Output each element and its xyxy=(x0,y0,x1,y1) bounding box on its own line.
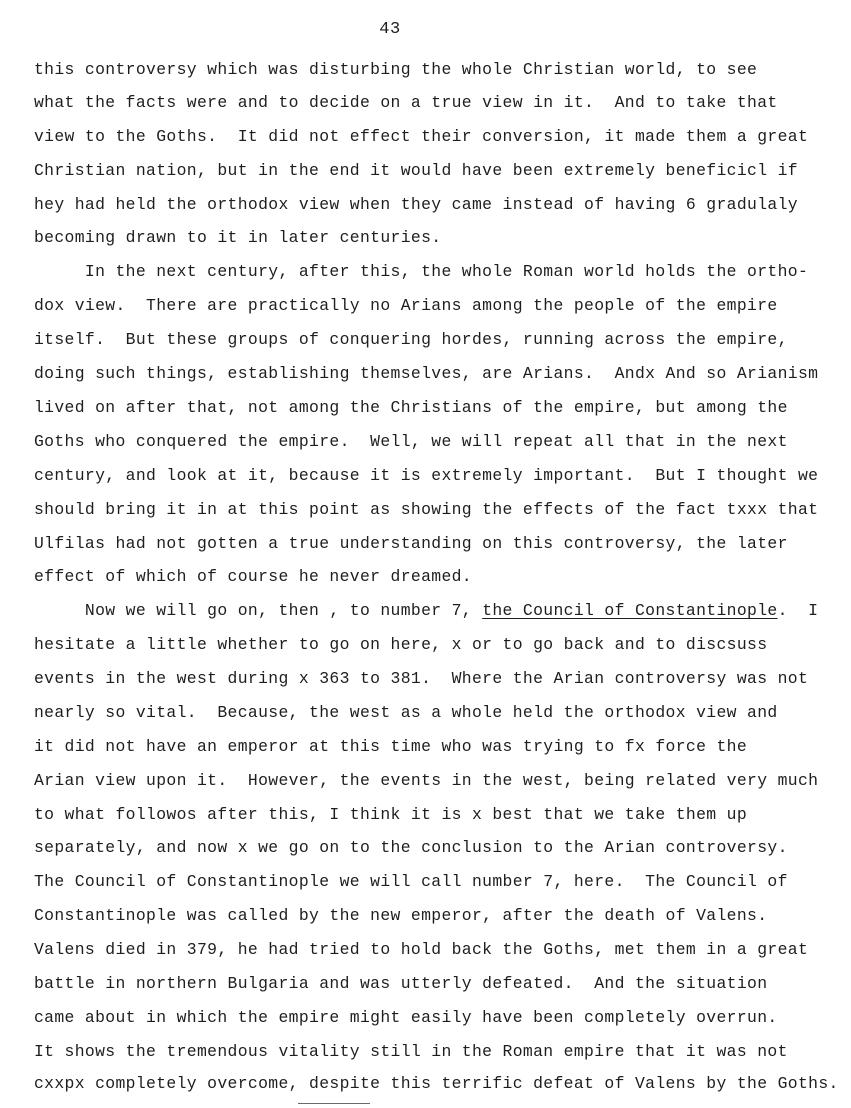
text-line: events in the west during x 363 to 381. Where the Arian controversy was not xyxy=(34,669,809,688)
text-line: it did not have an emperor at this time who was trying to fx force the xyxy=(34,737,748,756)
text-line: what the facts were and to decide on a true view in it. And to take that xyxy=(34,93,778,112)
text-line: Christian nation, but in the end it would have been extremely beneficicl if xyxy=(34,161,798,180)
page-edge-mark xyxy=(298,1103,370,1104)
text-line: The Council of Constantinople we will call number 7, here. The Council of xyxy=(34,872,788,891)
text-line: nearly so vital. Because, the west as a whole held the orthodox view and xyxy=(34,703,778,722)
text-line: becoming drawn to it in later centuries. xyxy=(34,228,442,247)
text-line: separately, and now x we go on to the conclusion to the Arian controversy. xyxy=(34,838,788,857)
text-line: itself. But these groups of conquering hordes, running across the empire, xyxy=(34,330,788,349)
text-line: this controversy which was disturbing the whole Christian world, to see xyxy=(34,60,758,79)
text-line: In the next century, after this, the whole Roman world holds the ortho- xyxy=(34,262,809,281)
text-line: view to the Goths. It did not effect their conversion, it made them a great xyxy=(34,127,809,146)
text-line: Goths who conquered the empire. Well, we will repeat all that in the next xyxy=(34,432,788,451)
underlined-phrase: the Council of Constantinople xyxy=(482,601,778,620)
text-line: Ulfilas had not gotten a true understanding on this controversy, the later xyxy=(34,534,788,553)
text-line: to what followos after this, I think it is x best that we take them up xyxy=(34,805,748,824)
text-line: effect of which of course he never dreamed. xyxy=(34,567,472,586)
text-line: came about in which the empire might easily have been completely overrun. xyxy=(34,1008,778,1027)
text-line: cxxpx completely overcome, despite this terrific defeat of Valens by the Goths. xyxy=(34,1074,839,1093)
text-line: It shows the tremendous vitality still in the Roman empire that it was not xyxy=(34,1042,788,1061)
text-line: Valens died in 379, he had tried to hold back the Goths, met them in a great xyxy=(34,940,809,959)
page-number: 43 xyxy=(379,20,401,39)
text-line: should bring it in at this point as showing the effects of the fact txxx that xyxy=(34,500,819,519)
text-line: dox view. There are practically no Arians among the people of the empire xyxy=(34,296,778,315)
text-line: Constantinople was called by the new emperor, after the death of Valens. xyxy=(34,906,768,925)
text-line: century, and look at it, because it is extremely important. But I thought we xyxy=(34,466,819,485)
text-line: battle in northern Bulgaria and was utterly defeated. And the situation xyxy=(34,974,768,993)
text-line: hey had held the orthodox view when they came instead of having 6 gradulaly xyxy=(34,195,798,214)
text-line: Now we will go on, then , to number 7, the Council of Constantinople. I xyxy=(34,601,819,620)
text-line: lived on after that, not among the Christians of the empire, but among the xyxy=(34,398,788,417)
text-line: Arian view upon it. However, the events in the west, being related very much xyxy=(34,771,819,790)
text-line: hesitate a little whether to go on here, x or to go back and to discsuss xyxy=(34,635,768,654)
text-line: doing such things, establishing themselves, are Arians. Andx And so Arianism xyxy=(34,364,819,383)
